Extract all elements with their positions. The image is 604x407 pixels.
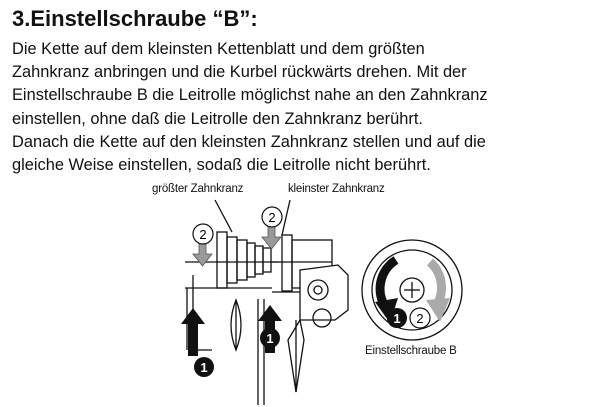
paragraph-line: Einstellschraube B die Leitrolle möglichst nahe an den Zahnkranz [12,86,488,105]
step-one-marker-dial: 1 [393,311,401,326]
down-arrow-middle [262,225,281,249]
instruction-paragraph [12,38,602,177]
adjustment-figure [0,180,604,407]
leader-line-largest [215,200,232,232]
step-one-marker-middle: 1 [266,331,274,346]
paragraph-line: einstellen, ohne daß die Leitrolle den Zahnkranz berührt. [12,109,423,128]
label-largest-sprocket: größter Zahnkranz [152,183,244,195]
up-arrow-left [181,308,205,356]
label-adjusting-screw: Einstellschraube B [365,345,457,357]
step-one-marker-left: 1 [200,360,208,375]
paragraph-line: Danach die Kette auf den kleinsten Zahnkranz stellen und auf die [12,132,486,151]
step-two-marker-left: 2 [199,227,207,242]
derailleur-body [288,265,348,392]
paragraph-line: Die Kette auf dem kleinsten Kettenblatt und dem größten [12,40,425,58]
step-two-marker-dial: 2 [416,311,424,326]
derailleur-diagram [0,180,604,407]
paragraph-line: Zahnkranz anbringen und die Kurbel rückwärts drehen. Mit der [12,63,467,82]
label-smallest-sprocket: kleinster Zahnkranz [288,183,385,195]
step-two-marker-middle: 2 [268,210,276,225]
paragraph-line: gleiche Weise einstellen, sodaß die Leitrolle nicht berührt. [12,156,431,175]
leader-line-smallest [282,200,290,235]
page-heading: 3.Einstellschraube “B”: [12,6,258,31]
